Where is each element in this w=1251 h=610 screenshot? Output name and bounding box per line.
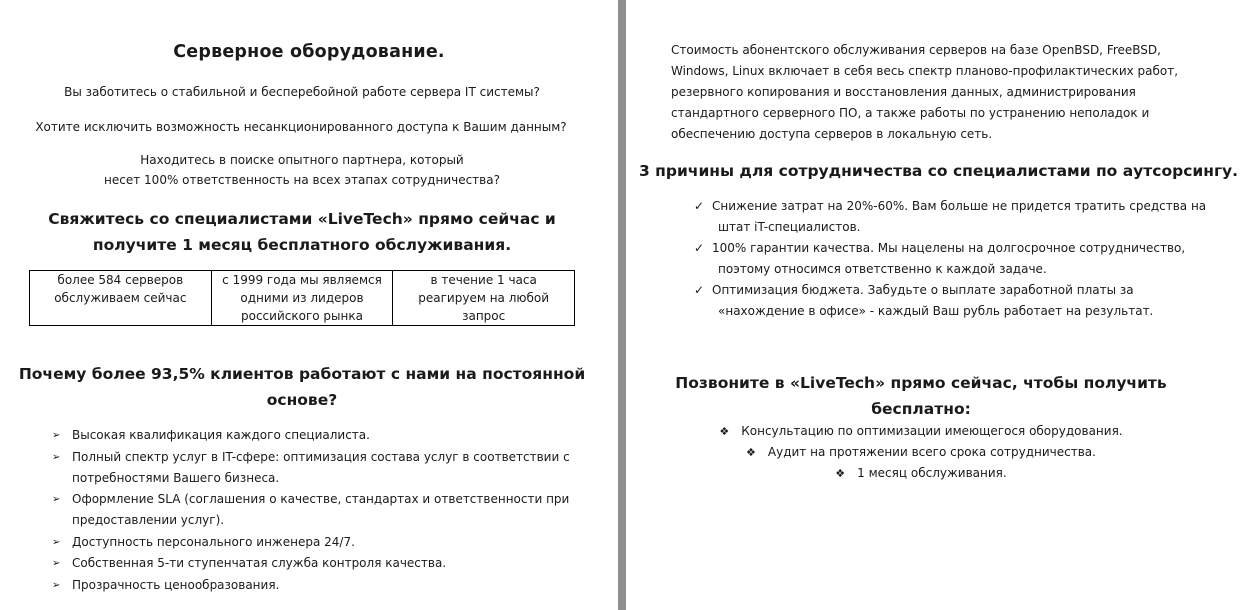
list-item-text-continued: поэтому относимся ответственно к каждой задаче. [718, 262, 1047, 276]
arrow-bullet-icon: ➢ [52, 536, 61, 548]
stat-cell [393, 271, 575, 326]
question-2: Хотите исключить возможность несанкционированного доступа к Вашим данным? [35, 120, 567, 134]
list-item-text: 1 месяц обслуживания. [857, 466, 1007, 480]
list-item-text: Доступность персонального инженера 24/7. [72, 534, 355, 549]
reasons-list [52, 425, 602, 596]
list-item [626, 442, 1216, 463]
intro-paragraph [671, 40, 1231, 145]
question-3-line-2: несет 100% ответственность на всех этапах сотрудничества? [104, 173, 500, 187]
arrow-bullet-icon: ➢ [52, 579, 61, 591]
page-title: Серверное оборудование. [173, 42, 445, 62]
benefits-list [694, 196, 1234, 322]
list-item [626, 421, 1216, 442]
left-page [0, 0, 618, 610]
list-item-text: Консультацию по оптимизации имеющегося оборудования. [741, 424, 1123, 438]
list-item-text-continued: предоставлении услуг). [72, 513, 225, 527]
list-item [52, 532, 602, 553]
checkmark-icon: ✓ [694, 199, 705, 213]
diamond-bullet-icon: ❖ [746, 446, 756, 459]
stat-cell [30, 271, 212, 326]
list-item-text: Прозрачность ценообразования. [72, 577, 280, 592]
list-item-text: Снижение затрат на 20%-60%. Вам больше не придется тратить средства на [712, 199, 1207, 213]
stat-line: обслуживаем сейчас [54, 291, 187, 305]
stat-line: запрос [462, 309, 506, 323]
list-item-text-continued: штат iT-специалистов. [718, 220, 861, 234]
list-item-text-continued: потребностями Вашего бизнеса. [72, 470, 280, 485]
list-item [52, 425, 602, 446]
stat-line: одними из лидеров [240, 291, 364, 305]
diamond-bullet-icon: ❖ [835, 467, 846, 480]
intro-line: Стоимость абонентского обслуживания серверов на базе OpenBSD, FreeBSD, [671, 43, 1161, 57]
list-item-text: Оптимизация бюджета. Забудьте о выплате заработной платы за [712, 283, 1134, 297]
arrow-bullet-icon: ➢ [52, 558, 61, 569]
list-item [694, 280, 1234, 322]
cta-heading-line-1: Свяжитесь со специалистами «LiveTech» прямо сейчас и [48, 210, 556, 228]
why-heading-line-1: Почему более 93,5% клиентов работают с нами на постоянной [18, 365, 586, 383]
arrow-bullet-icon: ➢ [52, 430, 61, 441]
question-3-line-1: Находитесь в поиске опытного партнера, который [140, 153, 464, 167]
stat-line: более 584 серверов [57, 273, 184, 287]
arrow-bullet-icon: ➢ [52, 451, 61, 463]
list-item [52, 553, 602, 574]
stat-cell [211, 271, 393, 326]
diamond-bullet-icon: ❖ [719, 425, 730, 438]
cta-heading-line-2: получите 1 месяц бесплатного обслуживания. [92, 236, 512, 254]
stat-line: российского рынка [241, 309, 363, 323]
intro-line: резервного копирования и восстановления данных, администрирования [671, 85, 1136, 99]
list-item-text: Аудит на протяжении всего срока сотрудничества. [767, 445, 1096, 459]
question-1: Вы заботитесь о стабильной и бесперебойной работе сервера IT системы? [64, 85, 540, 99]
offers-list [626, 421, 1216, 484]
list-item [52, 489, 602, 531]
stat-line: с 1999 года мы являемся [222, 273, 382, 287]
list-item [52, 575, 602, 596]
list-item-text: Собственная 5-ти ступенчатая служба контроля качества. [72, 556, 447, 570]
checkmark-icon: ✓ [694, 283, 705, 297]
intro-line: обеспечению доступа серверов в локальную сеть. [671, 127, 993, 141]
reasons-heading: 3 причины для сотрудничества со специалистами по аутсорсингу. [638, 162, 1239, 180]
intro-line: стандартного серверного ПО, а также работы по устранению неполадок и [671, 106, 1150, 120]
list-item-text-continued: «нахождение в офисе» - каждый Ваш рубль работает на результат. [718, 304, 1154, 318]
stat-line: в течение 1 часа [430, 273, 537, 287]
call-heading-line-1: Позвоните в «LiveTech» прямо сейчас, чтобы получить [675, 374, 1167, 392]
arrow-bullet-icon: ➢ [52, 494, 61, 505]
stats-row [30, 271, 575, 326]
list-item [694, 238, 1234, 280]
why-heading-line-2: основе? [266, 391, 338, 409]
stat-line: реагируем на любой [418, 291, 550, 305]
list-item-text: Высокая квалификация каждого специалиста. [72, 428, 370, 442]
list-item-text: 100% гарантии качества. Мы нацелены на долгосрочное сотрудничество, [712, 241, 1186, 255]
intro-line: Windows, Linux включает в себя весь спектр планово-профилактических работ, [671, 64, 1179, 78]
list-item-text: Полный спектр услуг в IT-сфере: оптимизация состава услуг в соответствии с [72, 449, 570, 464]
call-heading-line-2: бесплатно: [871, 400, 971, 418]
right-page [626, 0, 1251, 610]
list-item [52, 447, 602, 489]
checkmark-icon: ✓ [694, 241, 705, 255]
stats-table [29, 270, 575, 326]
list-item [694, 196, 1234, 238]
list-item [626, 463, 1216, 484]
page-gutter [618, 0, 626, 610]
list-item-text: Оформление SLA (соглашения о качестве, стандартах и ответственности при [72, 492, 570, 506]
